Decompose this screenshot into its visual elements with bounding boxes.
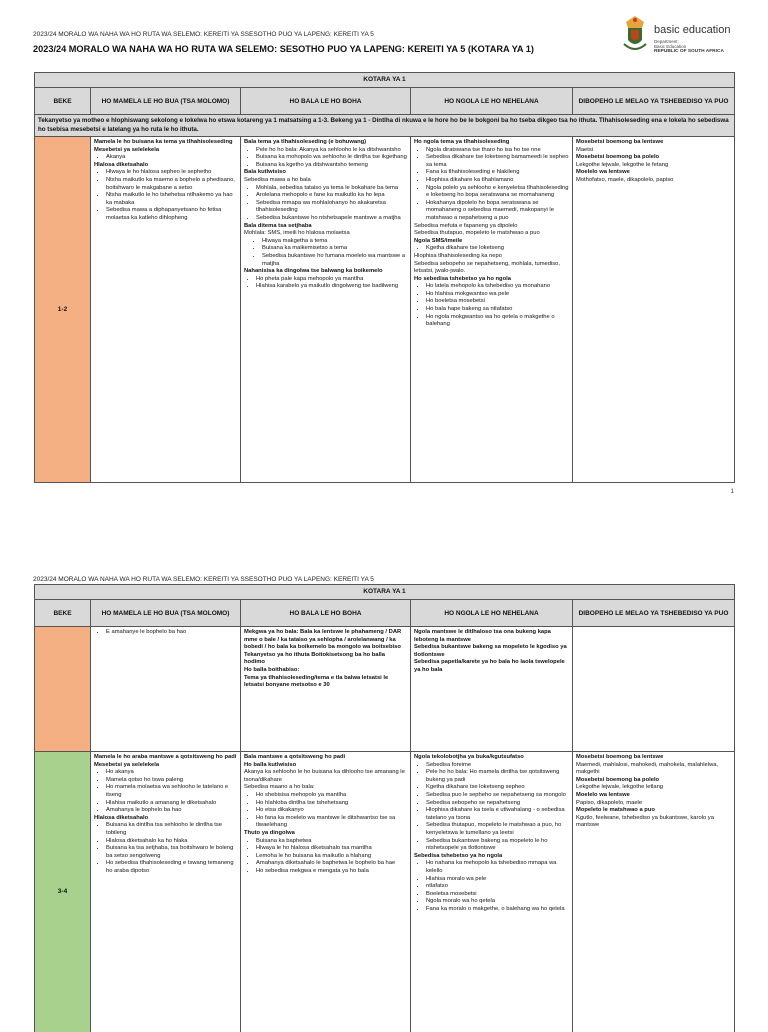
week-label: 3-4	[35, 752, 91, 1032]
col-listening: HO MAMELA LE HO BUA (TSA MOLOMO)	[91, 88, 241, 114]
column-headers	[35, 88, 734, 115]
listening-cell: Mamela le ho buisana ka tema ya tlhahisoleseding Mesebetsi ya selelekela • Akanya Hlalosa diketsahalo • Hlwaya le ho hlalosa sepheo le sephetho • Ntsha maikutlo ka maemo a bophelo a phedisano, boitshwaro le makgabane a setso • Ntsha maikutlo le ho tshehetsa ntlhakemo ya hao ka mabaka • Sebedisa mawa a diphapanyetsano ho fetisa molaetsa ka katleho dihlopheng	[91, 137, 241, 482]
col-language: DIBOPEHO LE MELAO YA TSHEBEDISO YA PUO	[578, 97, 729, 105]
col-language: DIBOPEHO LE MELAO YA TSHEBEDISO YA PUO	[578, 609, 729, 617]
column-headers	[35, 600, 734, 627]
language-cell	[573, 627, 734, 751]
reading-cell: Bala tema ya tlhahisoleseding (e bohuwang) • Pele ho ho bala: Akanya ka sehlooho le ka ditshwantsho • Buisana ka mohopolo wa sehlooho le dintlha tse ikgethang • Buisana ka kgetho ya ditshwantsho temeng Bala kutlwisiso Sebedisa mawa a ho bala • Mohlala, sebedisa tataiso ya tema le bokahare ba tema • Arolelana mehopolo e fane ka maikutlo ka ho lepa • Sebedisa mmapa wa mohlalohanyo ho akakaretsa tlhahisoleseding • Sebedisa bukantswe ho ntshetsapele mantswe a matjha Bala ditema tsa setjhaba Mohlala: SMS, imeili ho hlalosa molaetsa • Hlwaya makgetha a tema • Buisana ka maikemisetso a tema • Sebedisa bukantswe ho fumana moelelo wa mantswe a matjha Nahanisisa ka dingolwa tse balwang ka boikemelo • Ho pheta pale kapa mehopolo ya mantlha • Hlahisa karabelo ya maikutlo dingolweng tse badilweng	[241, 137, 411, 482]
logo-subtext: Department: Basic Education	[654, 39, 687, 49]
logo-text: basic education	[654, 24, 731, 36]
logo-country: REPUBLIC OF SOUTH AFRICA	[654, 49, 724, 54]
col-writing: HO NGOLA LE HO NEHELANA	[411, 88, 573, 114]
language-cell: Mosebetsi boemong ba lentswe Maetsi Mosebetsi boemong ba polelo Lekgothe lejwale, lekgothe le fetang Moelelo wa lentswe Mothofatso, maele, dikapolelo, papiso	[576, 139, 674, 183]
page-subtitle: 2023/24 MORALO WA NAHA WA HO RUTA WA SELEMO: KEREITI YA SSESOTHO PUO YA LAPENG: KEREITI YA 5	[33, 576, 374, 583]
plan-table-1	[34, 72, 735, 483]
page-number: 1	[730, 489, 734, 495]
listening-cell: • E amahanye le bophelo ba hao	[91, 627, 241, 751]
col-writing: HO NGOLA LE HO NEHELANA	[411, 600, 573, 626]
page-2	[0, 572, 768, 1024]
listening-cell: Mamela le ho araba mantswe a qotsitsweng ho padi Mesebetsi ya selelekela • Ho akanya • Mamela qotso ho tswa paleng • Ho mamela molaetsa wa sehlooho le tatelano e itseng • Hlahisa maikutlo a amanang le diketsahalo • Amahanya le bophelo ba hao Hlalosa diketsahalo • Buisana ka dintlha tsa sehlooho le dintlha tse tobileng • Hlalosa diketsahalo ka ho hlaka • Buisana ka tsa setjhaba, tsa boitshwaro le boleng ba setso sengolweng • Ho sebedisa tlhahisoleseding e tswang temaneng ho araba dipotso	[91, 752, 241, 1032]
week-label-blank	[35, 627, 91, 751]
table-row-continued	[35, 627, 734, 752]
language-cell: Mosebetsi boemong ba lentswe Maemedi, mahlalosi, mahokedi, mahokela, malahlelwa, makgethi Mosebetsi boemong ba polelo Lekgothe lejwale, lekgothe letlang Moelelo wa lentswe Papiso, dikapolelo, maele Mopeleto le matshwao a puo Kgutlo, feelwane, tshebediso ya bukantswe, karolo ya mantswe	[576, 754, 719, 829]
week-label: 1-2	[35, 137, 91, 482]
col-week: BEKE	[35, 600, 91, 626]
writing-cell: Ngola tekolobotjha ya buka/kgutsufatso • Sebedisa foreime • Pele ho ho bala: Ho mamela dintlha tse qotsitsweng bukeng ya padi • Kgetha dikahare tse loketseng sepheo • Sebedisa puo le sepheho se nepahetseng sa mongolo • Sebedisa sebopeho se nepahetseng • Hlophisa dikahare ka tsela e utlwahalang - o sebedisa tatelano ya tsona • Sebedisa thutapuo, mopeleto le matshwao a puo, ho kenyeletswa le tumellano ya leetsi • Sebedisa bukantswe bakeng sa mopeleto le ho ntshetsopele ya tlotlontswe Sebedisa tshebetso ya ho ngola • Ho nahana ka mehopolo ka tshebediso mmapa wa kelello • Hlahisa moralo wa pele • ntlafatso • Boeletsa mosebetsi • Ngola moralo wa ho qetela • Fana ka moralo o makgethe, o balehang wa ho qetela	[411, 752, 573, 1032]
col-reading: HO BALA LE HO BOHA	[241, 600, 411, 626]
dbe-logo	[620, 14, 740, 54]
col-reading: HO BALA LE HO BOHA	[241, 88, 411, 114]
table-row-week-1-2	[35, 137, 734, 482]
writing-cell: Ho ngola tema ya tlhahisoleseding • Ngola diratswana tse tharo ho isa ho tse nne • Sebedisa dikahare tse loketseng bamameedi le sepheo sa tema • Fana ka tlhahisoleseding e hlakileng • Hlophisa dikahare ka tlhahlamano • Ngola polelo ya sehlooho e kenyeletsa tlhahisoleseding e loketseng ho bopa seratswana se momahaneng • Hokahanya dipolelo ho bopa seratswana se momahaneng o sebedisa maemedi, makopanyi le matshwao a nepahetseng a puo Sebedisa mefuta e fapaneng ya dipolelo Sebedisa thutapuo, mopeleto le matshwao a puo Ngola SMS/imeile • Kgetha dikahare tse loketseng Hlophisa tlhahisoleseding ka nepo Sebedisa sebopeho se nepahetseng, mohlala, tumediso, letsatsi, jwalo-jwalo. Ho sebedisa tshebetso ya ho ngola • Ho latela mehopolo ka tshebediso ya monahano • Ho hlahisa mokgwantso wa pele • Ho boeletsa mosebetsi • Ho bala hape bakeng sa ntlafatso • Ho ngola mokgwantso wa ho qetela o makgethe o balehang	[411, 137, 573, 482]
page-1	[0, 0, 768, 500]
reading-cell: Mekgwa ya ho bala: Bala ka lentswe le phahameng / DAR mme o bale / ka tataiso ya sehlopha / arolelanwang / ka bobedi / ho bala ka boikemelo ba mongolo wa boitsebiso Tekanyetso ya ho ithuta Boitokisetsong ba ho balla hodimo Ho balla boithabiso: Tema ya tlhahisoleseding/tema e tla balwa letsatsi le letsatsi bonyane metsotso e 30	[241, 627, 411, 751]
term-header: KOTARA YA 1	[35, 585, 734, 600]
plan-table-2	[34, 584, 735, 1032]
term-header: KOTARA YA 1	[35, 73, 734, 88]
table-row-week-3-4	[35, 752, 734, 1032]
col-week: BEKE	[35, 88, 91, 114]
reading-cell: Bala mantswe a qotsitsweng ho padi Ho balla kutlwisiso Akanya ka sehlooho le ho buisana ka dihlooho tse amanang le tsona/dikahare Sebedisa maano a ho bala: • Ho shebisisa mehopolo ya mantlha • Ho hlahloba dintlha tse tshehetsang • Ho etsa dikakanyo • Ho fana ka moelelo wa mantswe le ditshwantso tse sa tlwaelehang Thuto ya dingolwa • Buisana ka baphetwa • Hlwaya le ho hlalosa diketsahalo tsa mantlha • Lemoha le ho buisana ka maikutlo a hlahang • Amahanya diketsahalo le baphetwa le bophelo ba hae • Ho sebedisa mekgwa e mengata ya ho bala	[241, 752, 411, 1032]
page-title: 2023/24 MORALO WA NAHA WA HO RUTA WA SELEMO: SESOTHO PUO YA LAPENG: KEREITI YA 5 (KOTARA YA 1)	[33, 44, 534, 54]
col-listening: HO MAMELA LE HO BUA (TSA MOLOMO)	[91, 600, 241, 626]
assessment-note: Tekanyetso ya motheo e hlophiswang sekolong e lokelwa ho etswa kotareng ya 1 matsatsing a 1-3. Bekeng ya 1 - Dintlha di nkuwa e le hore ho be le bokgoni ba ho tseba dikgeo tsa ho ithuta. Tlhahisoleseding ena e lokela ho sebediswa ho tsebisa mesebetsi e latelang ya ho ruta le ho ithuta.	[35, 115, 734, 137]
page-subtitle: 2023/24 MORALO WA NAHA WA HO RUTA WA SELEMO: KEREITI YA SSESOTHO PUO YA LAPENG: KEREITI YA 5	[33, 31, 374, 38]
writing-cell: Ngola mantswe le ditlhaloso tsa ona bukeng kapa leboteng la mantswe Sebedisa bukantswe bakeng sa mopeleto le kgodiso ya tlotlontswe Sebedisa papetla/karete ya ho bala ho laola tswelopele ya ho bala	[411, 627, 573, 751]
coat-of-arms-icon	[620, 14, 650, 54]
